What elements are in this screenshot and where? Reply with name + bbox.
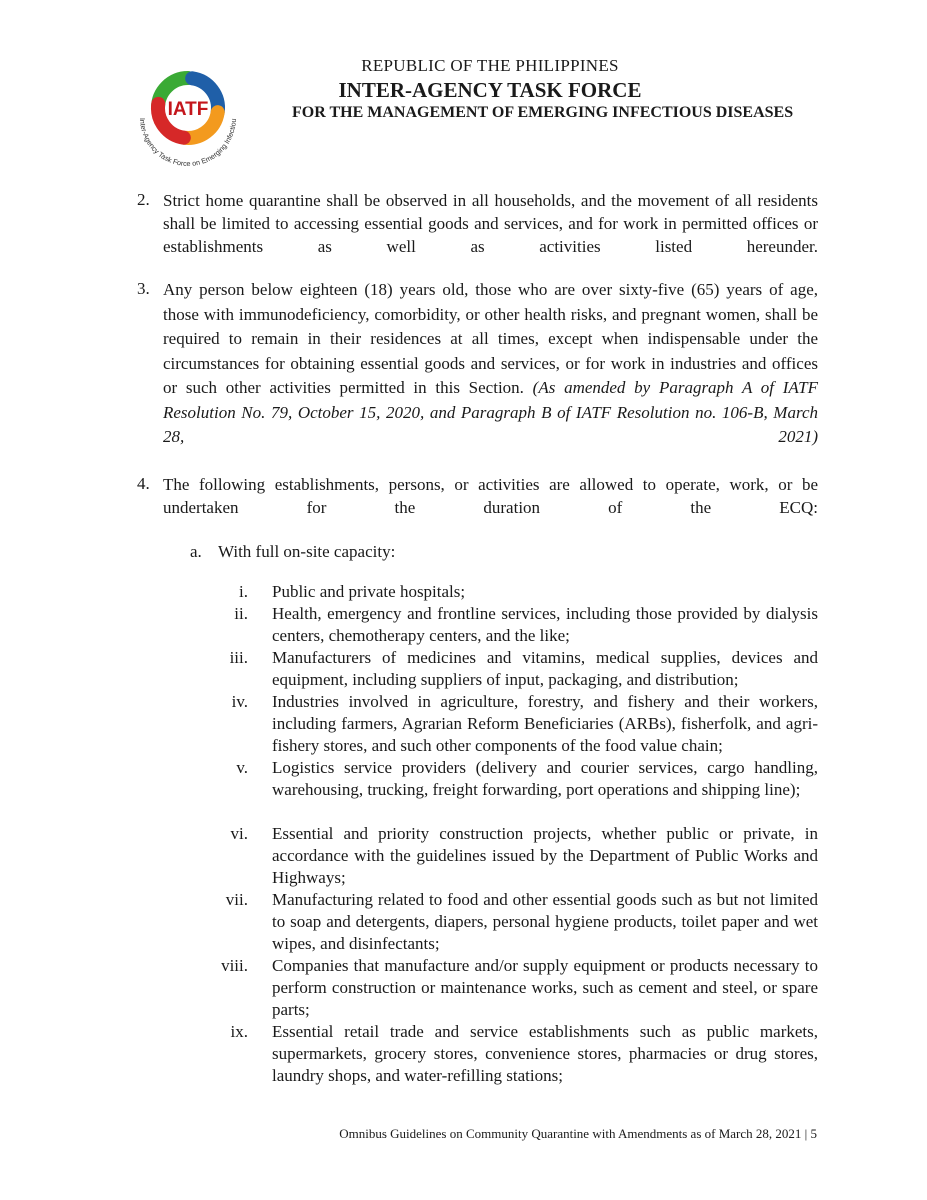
subitem-text: With full on-site capacity: <box>218 542 396 561</box>
item-body: Any person below eighteen (18) years old, those who are over sixty-five (65) years of age, those with immunodeficiency, comorbidity, or other health risks, and pregnant women, shall be required to remain in their residences at all times, except when indispensable under the circumstances for obtaining essential goods and services, or for work in industries and offices or such other activities permitted in this Section. <box>163 280 818 397</box>
svg-text:Inter-Agency Task Force on Eme: Inter-Agency Task Force on Emerging Infectiou <box>137 117 239 169</box>
roman-item-text: Companies that manufacture and/or supply equipment or products necessary to perform construction or maintenance works, such as cement and steel, or spare parts; <box>272 956 818 1019</box>
item-text: Strict home quarantine shall be observed in all households, and the movement of all residents shall be limited to accessing essential goods and services, and for work in permitted offices or establishments as well as activities listed hereunder. <box>163 191 818 256</box>
roman-numeral: ii. <box>234 604 248 623</box>
roman-numeral: iii. <box>229 648 248 667</box>
roman-numeral: v. <box>236 758 248 777</box>
roman-numeral: viii. <box>221 956 248 975</box>
subitem-letter: a. <box>190 542 202 561</box>
item-number: 3. <box>137 279 150 298</box>
header-task-force: INTER-AGENCY TASK FORCE <box>338 78 642 102</box>
roman-numeral: ix. <box>230 1022 248 1041</box>
roman-numeral: vii. <box>225 890 248 909</box>
roman-item-text: Health, emergency and frontline services, including those provided by dialysis centers, chemotherapy centers, and the like; <box>272 604 818 645</box>
roman-item-text: Essential retail trade and service establishments such as public markets, supermarkets, grocery stores, convenience stores, pharmacies or drug stores, laundry shops, and water-refilling stations; <box>272 1022 818 1085</box>
roman-numeral: i. <box>239 582 248 601</box>
item-number: 4. <box>137 474 150 493</box>
roman-numeral: iv. <box>231 692 248 711</box>
amendment-note: (As amended by Paragraph A of IATF Resolution No. 79, October 15, 2020, and Paragraph B of IATF Resolution no. 106-B, March 28, 2021) <box>163 378 819 446</box>
header-subtitle: FOR THE MANAGEMENT OF EMERGING INFECTIOUS DISEASES <box>292 104 794 121</box>
header-republic: REPUBLIC OF THE PHILIPPINES <box>361 56 619 75</box>
roman-item-text: Industries involved in agriculture, forestry, and fishery and their workers, including farmers, Agrarian Reform Beneficiaries (ARBs), fisherfolk, and agri-fishery stores, and such other components of the food value chain; <box>272 692 818 755</box>
page-footer: Omnibus Guidelines on Community Quarantine with Amendments as of March 28, 2021 | 5 <box>339 1126 817 1141</box>
roman-numeral: vi. <box>230 824 248 843</box>
roman-item-text: Manufacturing related to food and other essential goods such as but not limited to soap and detergents, diapers, personal hygiene products, toilet paper and wet wipes, and disinfectants; <box>272 890 818 953</box>
svg-text:IATF: IATF <box>167 99 209 120</box>
item-number: 2. <box>137 190 150 209</box>
item-text <box>163 278 818 474</box>
roman-item-text: Essential and priority construction projects, whether public or private, in accordance with the guidelines issued by the Department of Public Works and Highways; <box>272 824 818 887</box>
item-text: The following establishments, persons, or activities are allowed to operate, work, or be undertaken for the duration of the ECQ: <box>163 475 818 517</box>
iatf-logo <box>118 38 258 178</box>
roman-item-text: Public and private hospitals; <box>272 582 466 601</box>
roman-item-text: Manufacturers of medicines and vitamins, medical supplies, devices and equipment, including suppliers of input, packaging, and distribution; <box>272 648 818 689</box>
roman-item-text: Logistics service providers (delivery and courier services, cargo handling, warehousing, trucking, freight forwarding, port operations and shipping line); <box>272 758 818 799</box>
